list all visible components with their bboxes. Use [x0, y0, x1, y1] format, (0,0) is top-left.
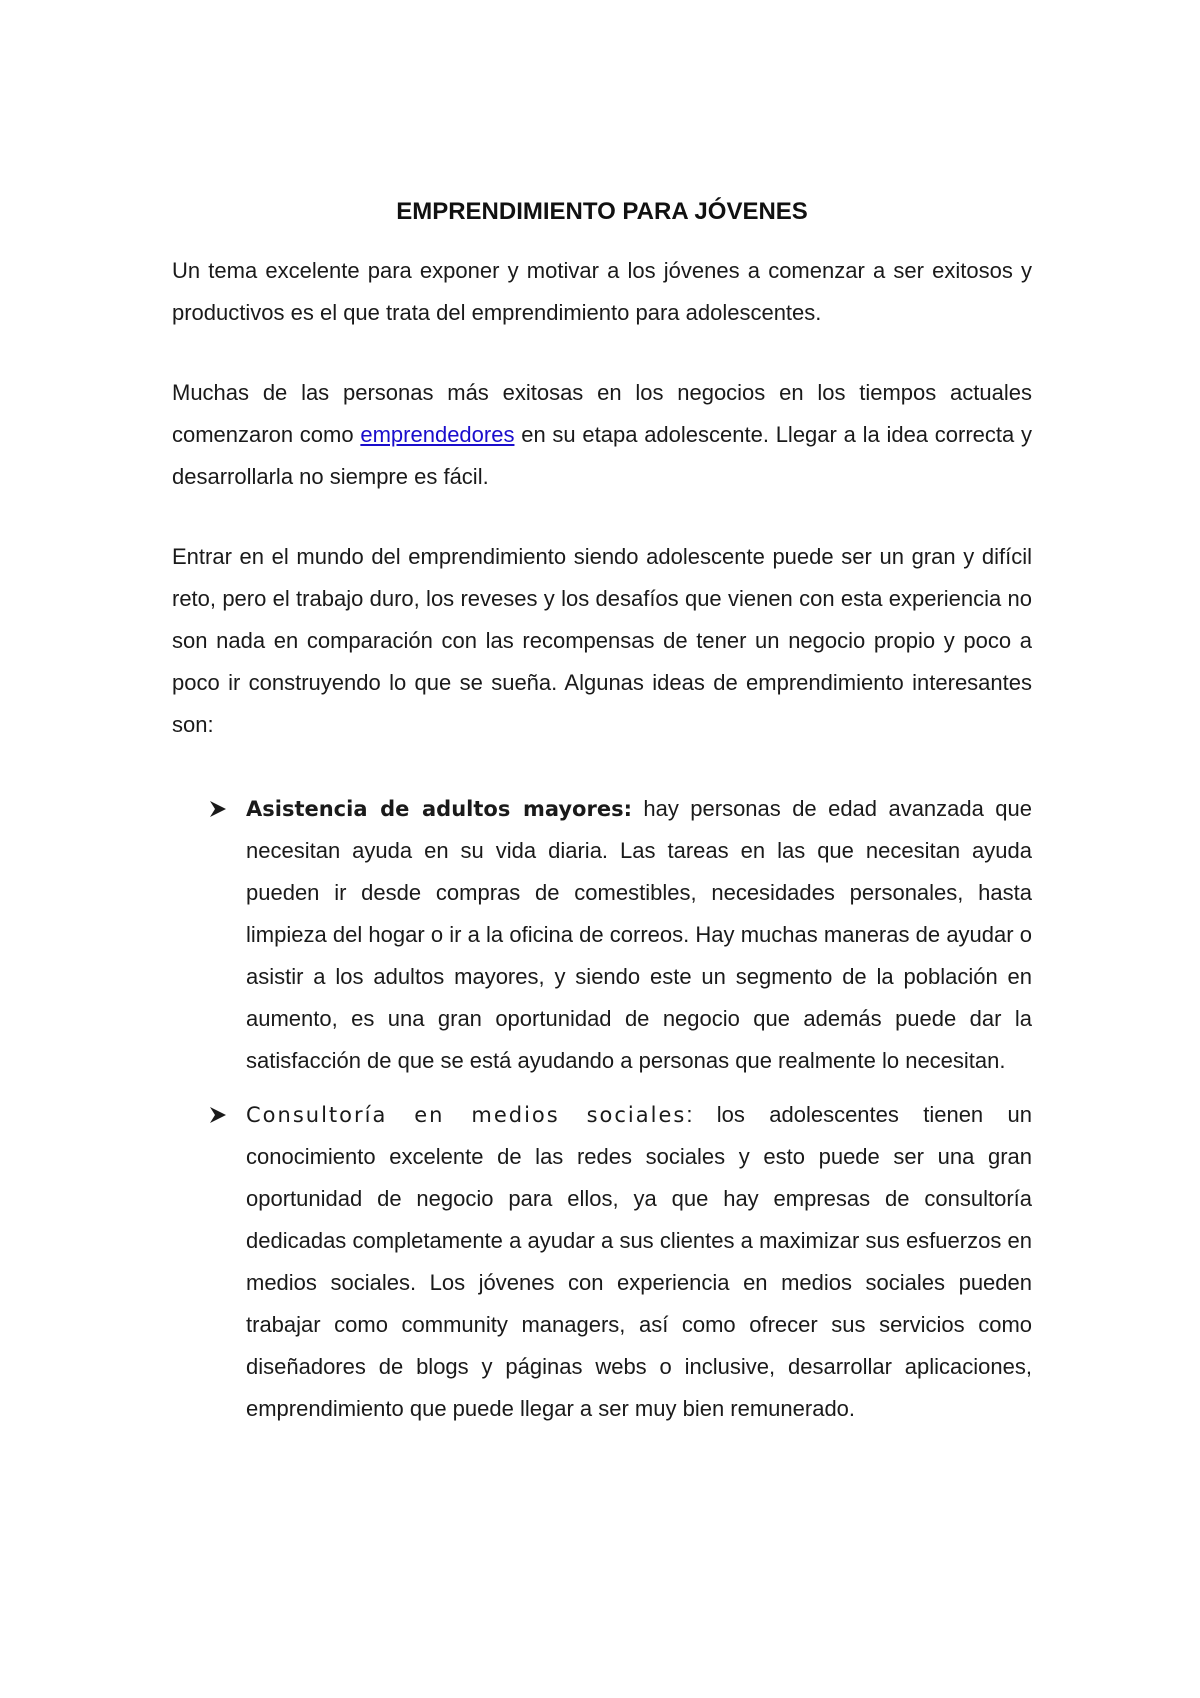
document-title: EMPRENDIMIENTO PARA JÓVENES: [396, 198, 808, 225]
challenge-paragraph: Entrar en el mundo del emprendimiento siendo adolescente puede ser un gran y difícil reto, pero el trabajo duro, los reveses y los desafíos que vienen con esta experiencia no son nada en comparación con las recompensas de tener un negocio propio y poco a poco ir construyendo lo que se sueña. Algunas ideas de emprendimiento interesantes son:: [172, 544, 1032, 737]
intro-paragraph: Un tema excelente para exponer y motivar a los jóvenes a comenzar a ser exitosos y productivos es el que trata del emprendimiento para adolescentes.: [172, 258, 1032, 325]
entrepreneurs-paragraph: [172, 372, 1032, 498]
arrowhead-bullet-icon: [208, 788, 228, 830]
bullet-term: Consultoría en medios sociales: [246, 1103, 687, 1127]
list-item: [172, 788, 1032, 1082]
emprendedores-link[interactable]: emprendedores: [360, 422, 515, 447]
document-body: [172, 192, 1032, 1442]
ideas-list: [172, 788, 1032, 1430]
bullet-term: Asistencia de adultos mayores:: [246, 797, 632, 821]
bullet-text: hay personas de edad avanzada que necesitan ayuda en su vida diaria. Las tareas en las que necesitan ayuda pueden ir desde compras de comestibles, necesidades personales, hasta limpieza del hogar o ir a la oficina de correos. Hay muchas maneras de ayudar o asistir a los adultos mayores, y siendo este un segmento de la población en aumento, es una gran oportunidad de negocio que además puede dar la satisfacción de que se está ayudando a personas que realmente lo necesitan.: [246, 796, 1032, 1073]
paragraph-text-before-link: Muchas de las personas más exitosas en los negocios en los tiempos actuales comenzaron como: [172, 380, 1032, 447]
arrowhead-bullet-icon: [208, 1094, 228, 1136]
list-item: [172, 1094, 1032, 1430]
paragraph-text-after-link: en su etapa adolescente. Llegar a la idea correcta y desarrollarla no siempre es fácil.: [172, 422, 1032, 489]
bullet-text: : los adolescentes tienen un conocimiento excelente de las redes sociales y esto puede ser una gran oportunidad de negocio para ellos, ya que hay empresas de consultoría dedicadas completamente a ayudar a sus clientes a maximizar sus esfuerzos en medios sociales. Los jóvenes con experiencia en medios sociales pueden trabajar como community managers, así como ofrecer sus servicios como diseñadores de blogs y páginas webs o inclusive, desarrollar aplicaciones, emprendimiento que puede llegar a ser muy bien remunerado.: [246, 1102, 1032, 1421]
